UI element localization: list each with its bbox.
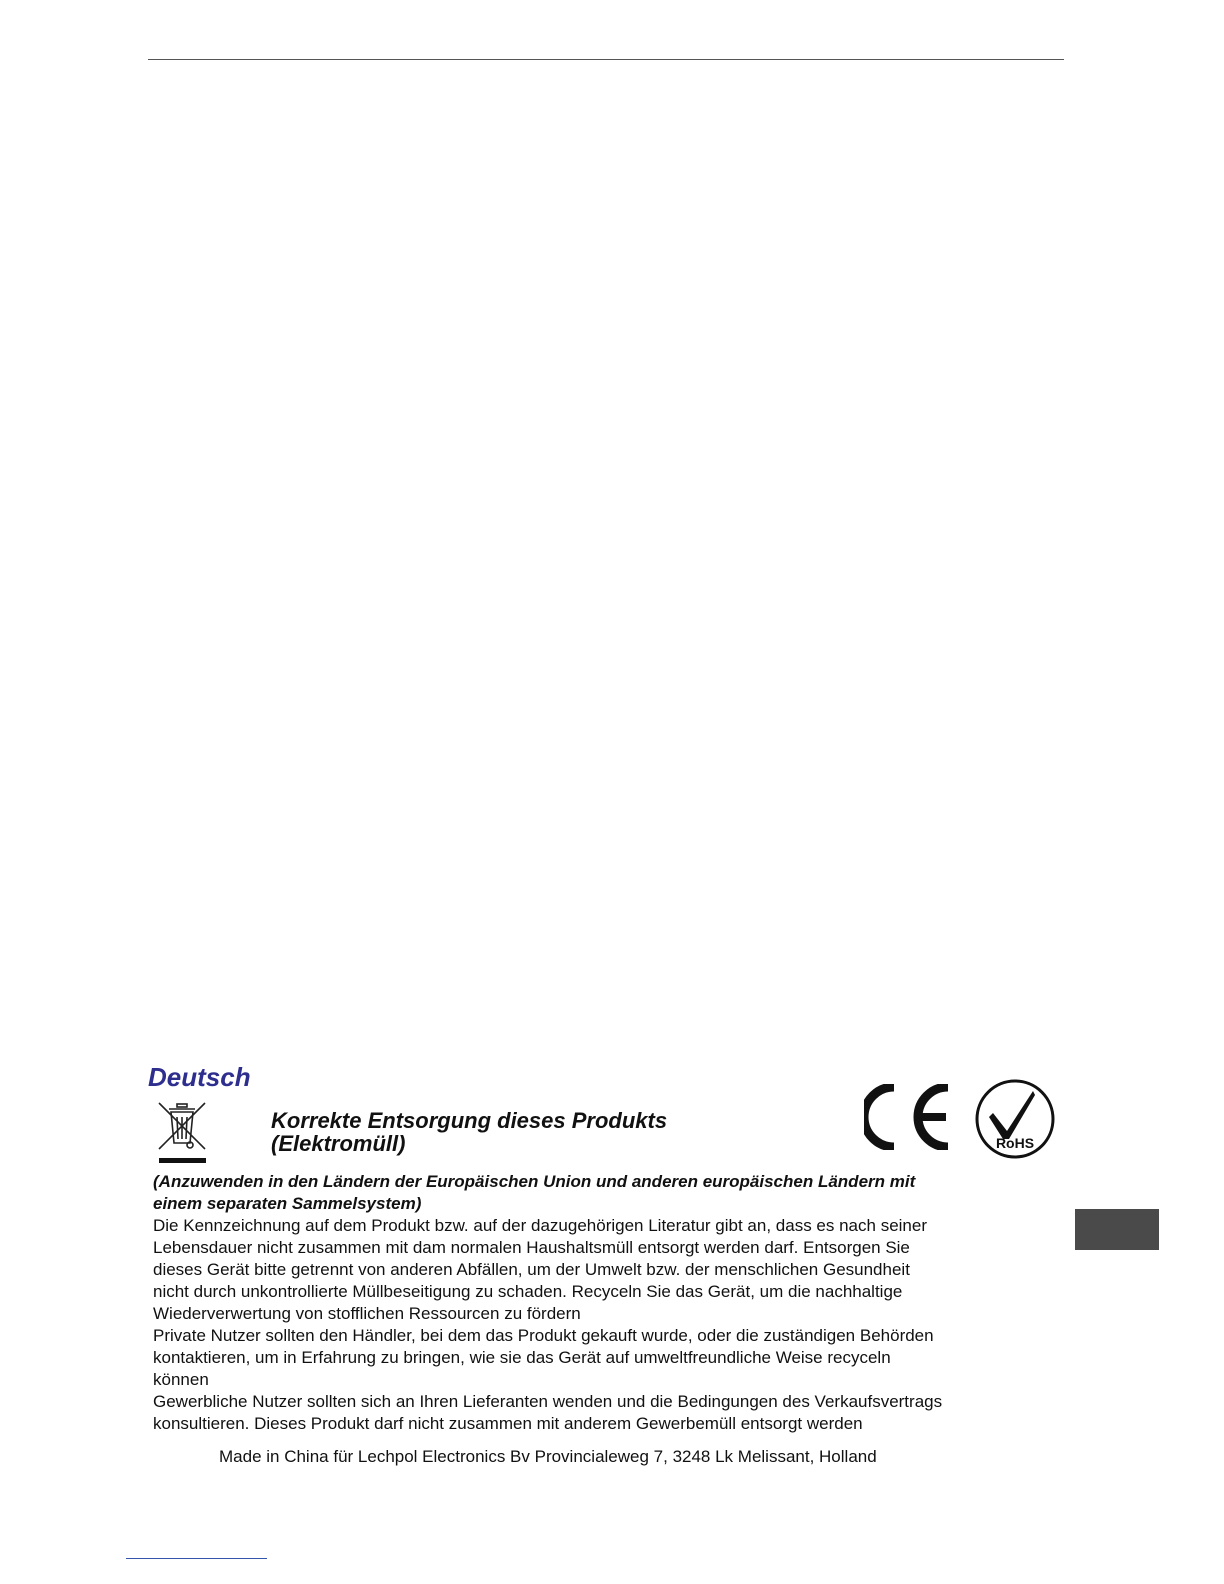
disposal-title-line-1: Korrekte Entsorgung dieses Produkts — [271, 1108, 668, 1133]
disposal-title-line-2: (Elektromüll) — [271, 1131, 406, 1156]
bottom-link-underline — [126, 1558, 267, 1559]
side-thumb-tab — [1075, 1209, 1159, 1250]
ce-mark-icon — [864, 1084, 952, 1150]
manufacturer-footer: Made in China für Lechpol Electronics Bv Provincialeweg 7, 3248 Lk Melissant, Holland — [219, 1447, 877, 1466]
body-line: nicht durch unkontrollierte Müllbeseitigung zu schaden. Recyceln Sie das Gerät, um die nachhaltige — [153, 1282, 903, 1301]
body-line: Die Kennzeichnung auf dem Produkt bzw. auf der dazugehörigen Literatur gibt an, dass es nach seiner — [153, 1216, 927, 1235]
body-line: konsultieren. Dieses Produkt darf nicht zusammen mit anderem Gewerbemüll entsorgt werden — [153, 1414, 863, 1433]
rohs-mark — [973, 1077, 1057, 1161]
body-line: dieses Gerät bitte getrennt von anderen Abfällen, um der Umwelt bzw. der menschlichen Gesundheit — [153, 1260, 910, 1279]
disposal-title — [271, 1109, 667, 1155]
rohs-label: RoHS — [995, 1135, 1035, 1151]
weee-crossed-bin-icon — [157, 1101, 209, 1165]
body-line: können — [153, 1370, 209, 1389]
body-line: Wiederverwertung von stofflichen Ressourcen zu fördern — [153, 1304, 581, 1323]
scope-line: (Anzuwenden in den Ländern der Europäischen Union und anderen europäischen Ländern mit — [153, 1172, 916, 1191]
scope-line: einem separaten Sammelsystem) — [153, 1194, 422, 1213]
body-line: Lebensdauer nicht zusammen mit dam normalen Haushaltsmüll entsorgt werden darf. Entsorgen Sie — [153, 1238, 910, 1257]
body-line: Private Nutzer sollten den Händler, bei dem das Produkt gekauft wurde, oder die zuständigen Behörden — [153, 1326, 934, 1345]
disposal-notice — [153, 1171, 1033, 1435]
language-heading: Deutsch — [148, 1062, 251, 1092]
rohs-check-icon — [973, 1077, 1057, 1161]
body-line: Gewerbliche Nutzer sollten sich an Ihren Lieferanten wenden und die Bedingungen des Verkaufsvertrags — [153, 1392, 943, 1411]
body-line: kontaktieren, um in Erfahrung zu bringen, wie sie das Gerät auf umweltfreundliche Weise recyceln — [153, 1348, 891, 1367]
header-rule — [148, 59, 1064, 60]
